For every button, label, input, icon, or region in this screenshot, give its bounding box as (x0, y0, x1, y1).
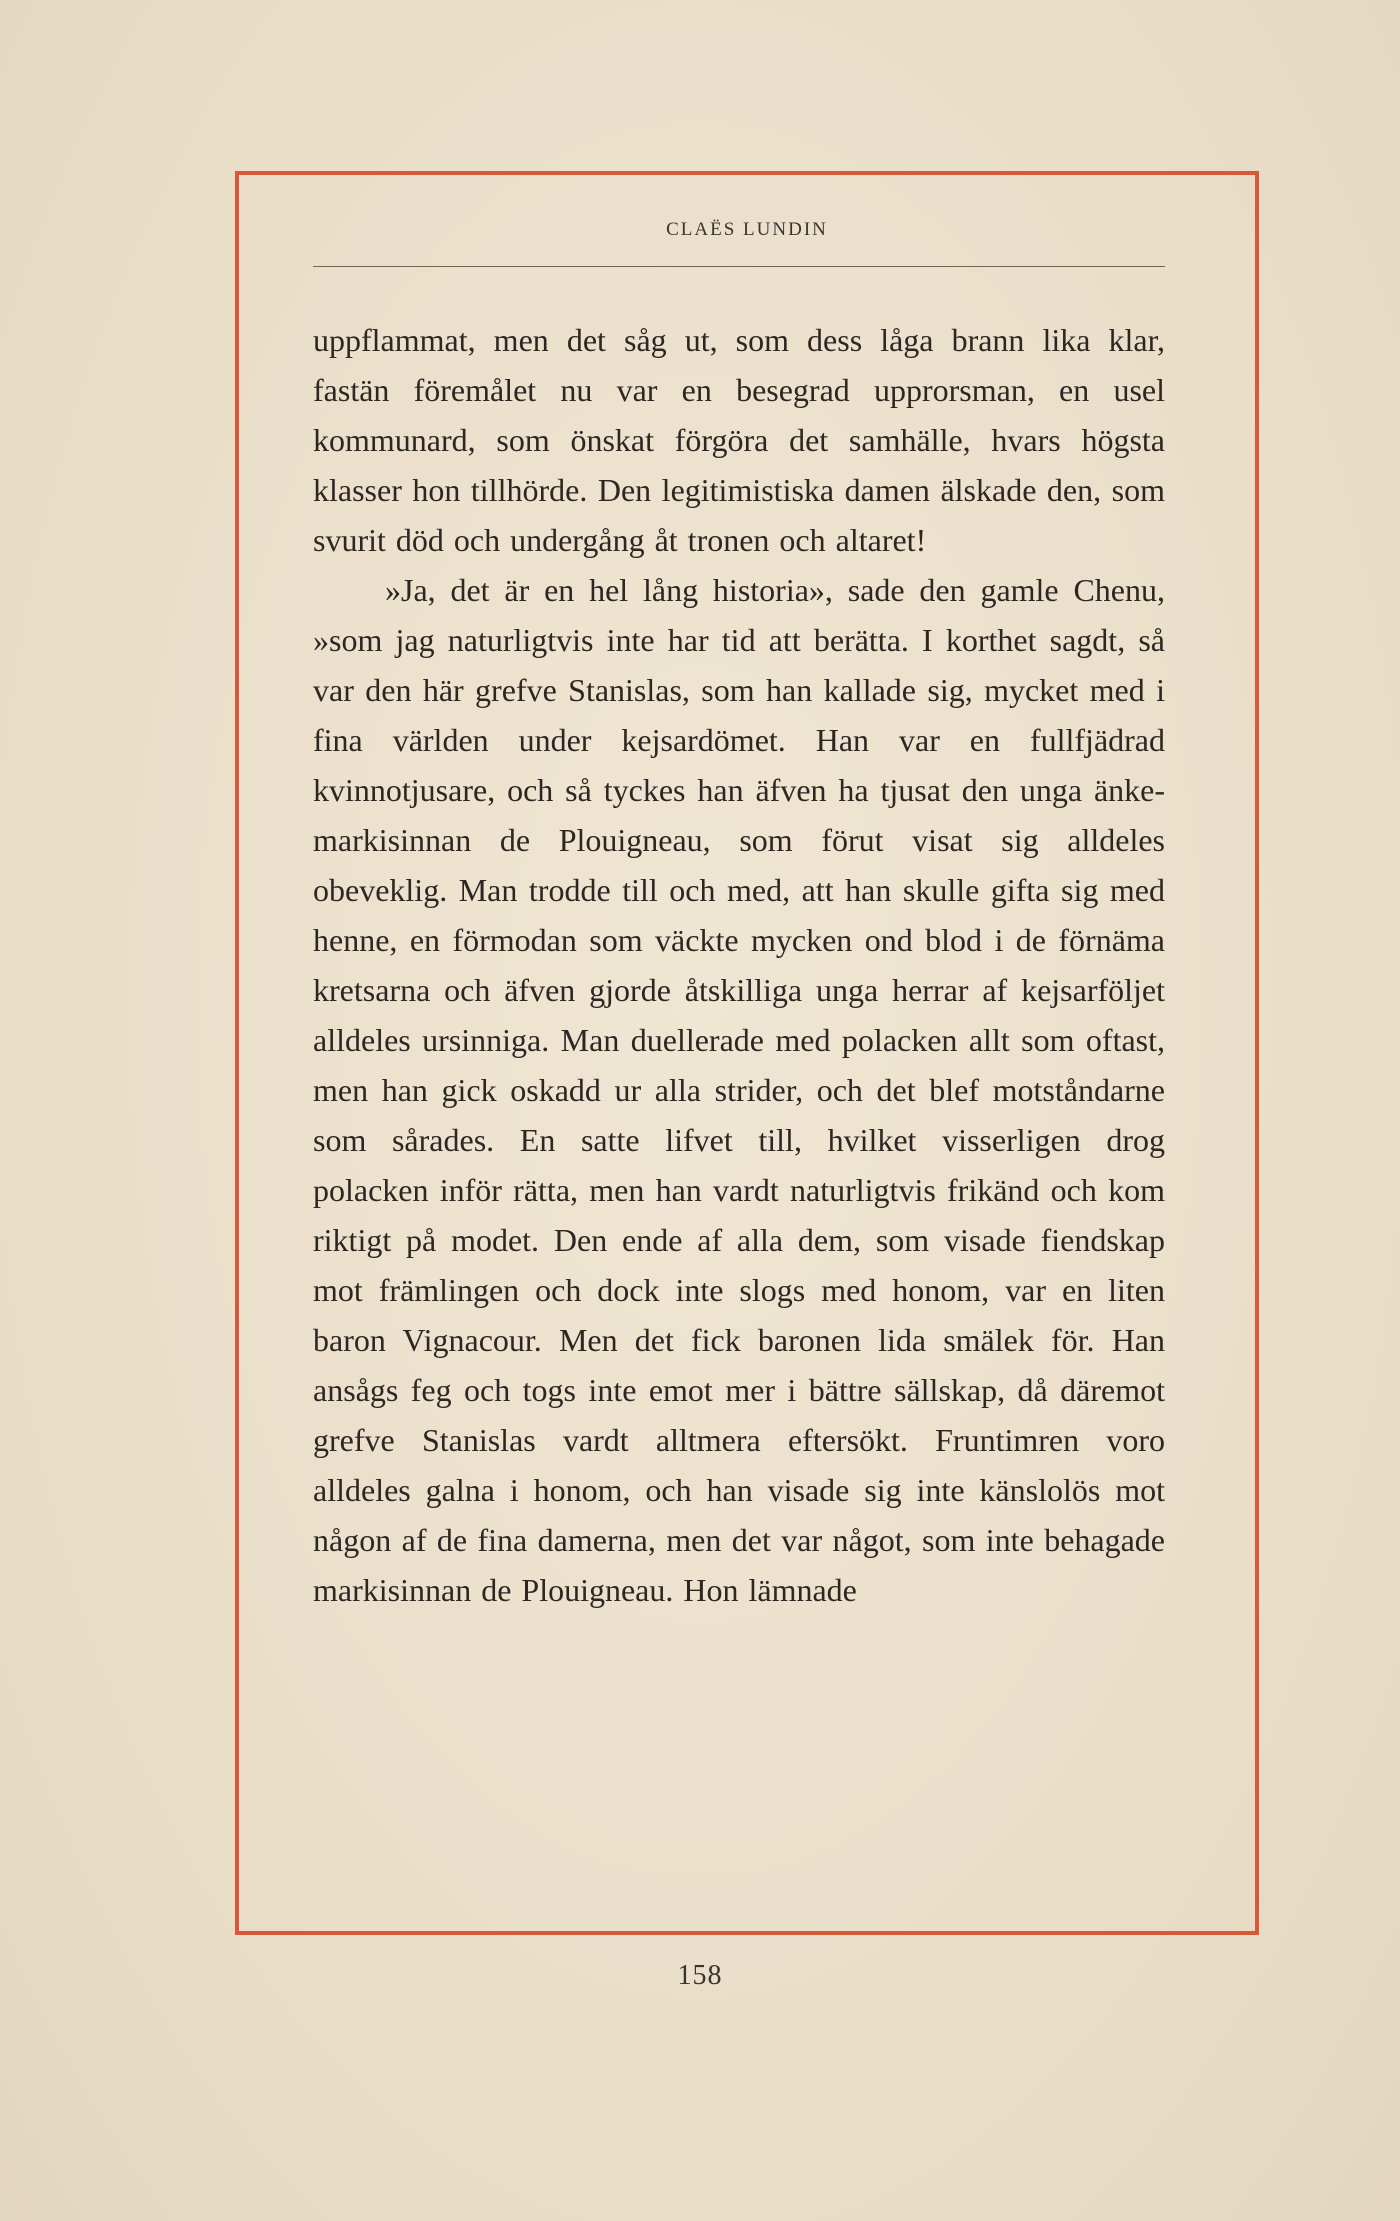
page-number: 158 (677, 1960, 723, 1991)
running-head: CLAËS LUNDIN (666, 219, 828, 240)
header-rule (313, 266, 1165, 267)
paragraph-1: uppflammat, men det såg ut, som dess låga brann lika klar, fastän föremålet nu var en besegrad upprorsman, en usel kommunard, som önskat förgöra det samhälle, hvars högsta klasser hon tillhörde. Den legitimistiska damen älskade den, som svurit död och undergång åt tronen och altaret! (313, 322, 1165, 558)
paragraph-2: »Ja, det är en hel lång historia», sade den gamle Chenu, »som jag naturligtvis inte har tid att berätta. I korthet sagdt, så var den här grefve Stanislas, som han kallade sig, mycket med i fina världen under kejsardömet. Han var en fullfjädrad kvinnotjusare, och så tyckes han äfven ha tjusat den unga änkemarkisinnan de Plouigneau, som förut visat sig alldeles obeveklig. Man trodde till och med, att han skulle gifta sig med henne, en förmodan som väckte mycken ond blod i de förnäma kretsarna och äfven gjorde åtskilliga unga herrar af kejsarföljet alldeles ursinniga. Man duellerade med polacken allt som oftast, men han gick oskadd ur alla strider, och det blef motståndarne som sårades. En satte lifvet till, hvilket visserligen drog polacken inför rätta, men han vardt naturligtvis frikänd och kom riktigt på modet. Den ende af alla dem, som visade fiendskap mot främlingen och dock inte slogs med honom, var en liten baron Vignacour. Men det fick baronen lida smälek för. Han ansågs feg och togs inte emot mer i bättre sällskap, då däremot grefve Stanislas vardt alltmera eftersökt. Fruntimren voro alldeles galna i honom, och han visade sig inte känslolös mot någon af de fina damerna, men det var något, som inte behagade markisinnan de Plouigneau. Hon lämnade (313, 572, 1165, 1608)
page-frame (235, 171, 1259, 1935)
body-text (313, 315, 1165, 1615)
